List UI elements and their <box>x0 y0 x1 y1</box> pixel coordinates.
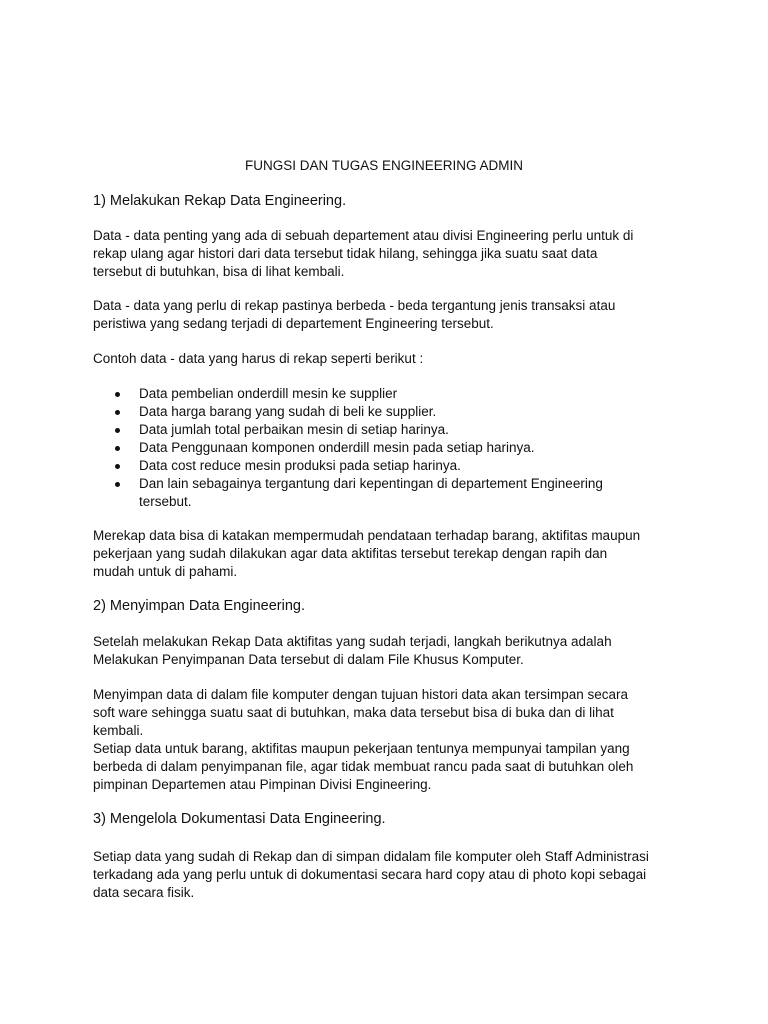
list-item-text: Data harga barang yang sudah di beli ke supplier. <box>139 404 437 419</box>
section-2-paragraph-2: Menyimpan data di dalam file komputer dengan tujuan histori data akan tersimpan secara soft ware sehingga suatu saat di butuhkan, maka data tersebut bisa di buka dan di lihat kembali. Setiap data untuk barang, aktifitas maupun pekerjaan tentunya mempunyai tampilan yang berbeda di dalam penyimpanan file, agar tidak membuat rancu pada saat di butuhkan oleh pimpinan Departemen atau Pimpinan Divisi Engineering. <box>93 687 634 792</box>
list-item <box>93 439 683 457</box>
bullet-icon <box>115 446 120 451</box>
list-item <box>93 403 683 421</box>
list-item-text: Data Penggunaan komponen onderdill mesin pada setiap harinya. <box>139 440 535 455</box>
bullet-icon <box>115 464 120 469</box>
section-1-paragraph-2: Data - data yang perlu di rekap pastinya berbeda - beda tergantung jenis transaksi atau peristiwa yang sedang terjadi di departement Engineering tersebut. <box>93 298 616 331</box>
list-item <box>93 457 683 475</box>
list-item-text: Data cost reduce mesin produksi pada setiap harinya. <box>139 458 461 473</box>
bullet-icon <box>115 410 120 415</box>
list-item-text: Data jumlah total perbaikan mesin di setiap harinya. <box>139 422 449 437</box>
list-item-text: Data pembelian onderdill mesin ke supplier <box>139 386 398 401</box>
section-2-paragraph-1: Setelah melakukan Rekap Data aktifitas yang sudah terjadi, langkah berikutnya adalah Melakukan Penyimpanan Data tersebut di dalam File Khusus Komputer. <box>93 634 612 667</box>
list-item-text: Dan lain sebagainya tergantung dari kepentingan di departement Engineering tersebut. <box>139 476 603 509</box>
section-1-heading: 1) Melakukan Rekap Data Engineering. <box>93 193 347 209</box>
section-2-heading: 2) Menyimpan Data Engineering. <box>93 598 305 614</box>
list-item <box>93 475 683 511</box>
bullet-icon <box>115 392 120 397</box>
list-item <box>93 421 683 439</box>
document-title: FUNGSI DAN TUGAS ENGINEERING ADMIN <box>244 158 524 173</box>
list-item <box>93 385 683 403</box>
section-1-paragraph-1: Data - data penting yang ada di sebuah departement atau divisi Engineering perlu untuk di rekap ulang agar histori dari data tersebut tidak hilang, sehingga jika suatu saat data tersebut di butuhkan, bisa di lihat kembali. <box>93 228 634 279</box>
data-examples-list <box>93 385 683 511</box>
bullet-icon <box>115 428 120 433</box>
bullet-icon <box>115 482 120 487</box>
section-3-heading: 3) Mengelola Dokumentasi Data Engineering. <box>93 811 386 827</box>
section-1-paragraph-4: Merekap data bisa di katakan mempermudah pendataan terhadap barang, aktifitas maupun pekerjaan yang sudah dilakukan agar data aktifitas tersebut terekap dengan rapih dan mudah untuk di pahami. <box>93 528 641 579</box>
section-3-paragraph-1: Setiap data yang sudah di Rekap dan di simpan didalam file komputer oleh Staff Administrasi terkadang ada yang perlu untuk di dokumentasi secara hard copy atau di photo kopi sebagai data secara fisik. <box>93 849 649 900</box>
section-1-paragraph-3: Contoh data - data yang harus di rekap seperti berikut : <box>93 351 424 366</box>
